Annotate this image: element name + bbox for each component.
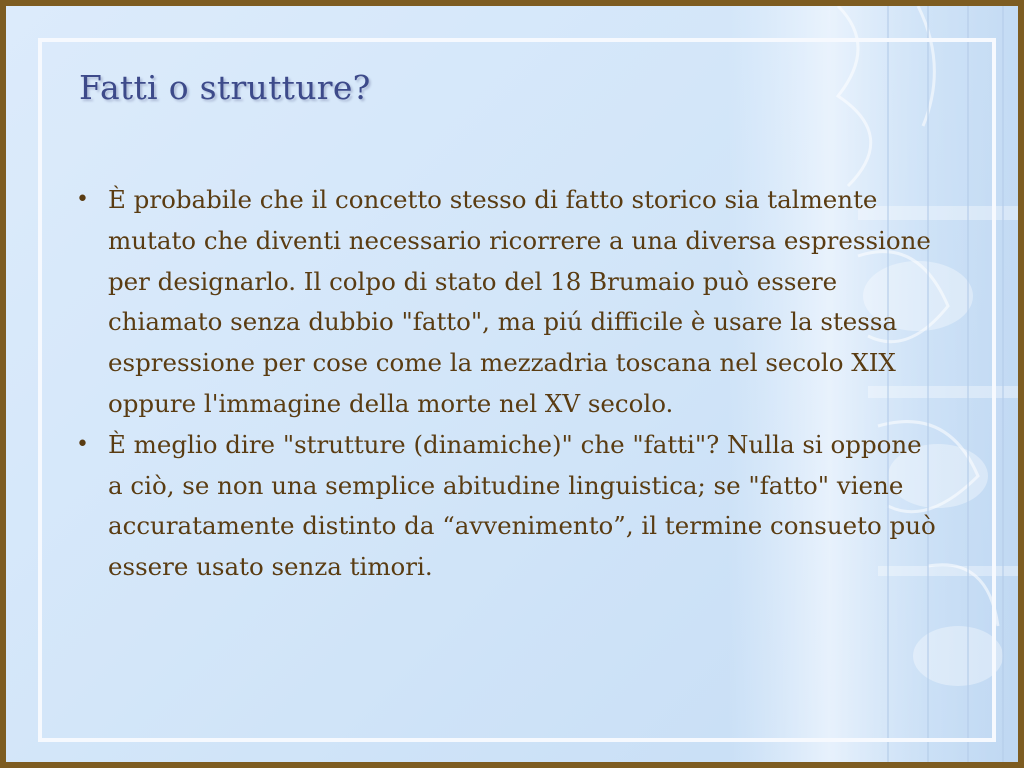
bullet-item xyxy=(72,425,944,588)
slide-title: Fatti o strutture? xyxy=(79,68,371,107)
bullet-item xyxy=(72,180,944,425)
bullet-text: È probabile che il concetto stesso di fatto storico sia talmente mutato che diventi necessario ricorrere a una diversa espressione per designarlo. Il colpo di stato del 18 Brumaio può essere chiamato senza dubbio "fatto", ma piú difficile è usare la stessa espressione per cose come la mezzadria toscana nel secolo XIX oppure l'immagine della morte nel XV secolo. xyxy=(108,185,931,418)
bullet-text: È meglio dire "strutture (dinamiche)" che "fatti"? Nulla si oppone a ciò, se non una semplice abitudine linguistica; se "fatto" viene accuratamente distinto da “avvenimento”, il termine consueto può essere usato senza timori. xyxy=(108,429,936,582)
bullet-marker: • xyxy=(76,431,89,457)
bullet-marker: • xyxy=(76,187,89,212)
bullet-list xyxy=(72,180,944,588)
